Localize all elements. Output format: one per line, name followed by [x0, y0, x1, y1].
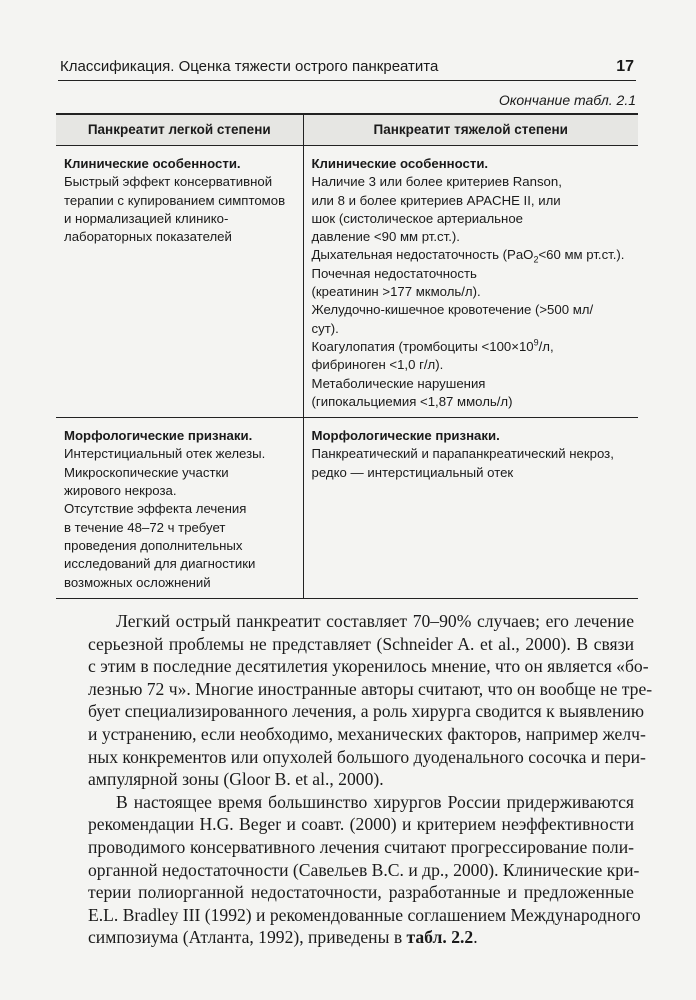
cell-line: давление <90 мм рт.ст.).	[311, 229, 460, 245]
col-header-mild: Панкреатит легкой степени	[56, 114, 303, 146]
running-header	[60, 58, 634, 76]
table-row-morphology	[56, 418, 638, 599]
text-line: В настоящее время большинство хирургов России придерживаются	[116, 791, 634, 812]
text-line: E.L. Bradley III (1992) и рекомендованные соглашением Международного	[88, 904, 641, 925]
text-line: рекомендации H.G. Beger и соавт. (2000) и критерием неэффективности	[88, 814, 634, 835]
cell-line: (гипокальциемия <1,87 ммоль/л)	[311, 393, 513, 409]
text-line: Легкий острый панкреатит составляет 70–90% случаев; его лечение	[116, 611, 634, 631]
text-line: ных конкрементов или опухолей большого дуоденального сосочка и пери-	[88, 746, 646, 767]
cell-line: Наличие 3 или более критериев Ranson,	[311, 174, 562, 190]
cell-line: жирового некроза.	[64, 483, 177, 499]
text-line: проводимого консервативного лечения считают прогрессирование поли-	[88, 836, 634, 857]
cell-line: Коагулопатия (тромбоциты $<100\times 10^9/л$,	[311, 337, 554, 354]
table-row-clinical	[56, 146, 638, 418]
text-line: лезнью 72 ч». Многие иностранные авторы считают, что он вообще не тре-	[88, 678, 653, 699]
cell-mild-clinical	[56, 146, 303, 418]
table-header-row	[56, 114, 638, 146]
cell-title: Морфологические признаки.	[311, 428, 500, 444]
table-caption: Окончание табл. 2.1	[498, 92, 636, 108]
cell-line: Почечная недостаточность	[311, 265, 477, 281]
cell-line: Дыхательная недостаточность (PaO$_2$<60 мм рт.ст.).	[311, 247, 625, 266]
pancreatitis-table	[56, 113, 638, 599]
text-line: с этим в последние десятилетия укоренилось мнение, что он является «бо-	[88, 656, 649, 677]
cell-title: Клинические особенности.	[64, 156, 241, 171]
text-line: и устранению, если необходимо, механических факторов, например желч-	[88, 723, 646, 744]
header-rule	[58, 80, 636, 81]
col-header-severe: Панкреатит тяжелой степени	[303, 114, 638, 146]
text-line: симпозиума (Атланта, 1992), приведены в табл. 2.2.	[88, 927, 478, 948]
cell-line: Отсутствие эффекта лечения	[64, 501, 247, 517]
cell-line: в течение 48–72 ч требует	[64, 519, 226, 535]
cell-line: Метаболические нарушения	[311, 375, 486, 391]
paragraph-2	[60, 791, 641, 949]
cell-title: Клинические особенности.	[311, 156, 489, 171]
cell-line: проведения дополнительных	[64, 537, 243, 553]
running-title: Классификация. Оценка тяжести острого панкреатита	[60, 58, 439, 75]
cell-line: или 8 и более критериев APACHE II, или	[311, 192, 561, 208]
page-number: 17	[616, 58, 634, 75]
cell-line: шок (систолическое артериальное	[311, 210, 523, 226]
text-line: терии полиорганной недостаточности, разработанные и предложенные	[88, 882, 634, 903]
text-line: бует специализированного лечения, а роль хирурга сводится к выявлению	[88, 701, 644, 722]
cell-line: Интерстициальный отек железы.	[64, 446, 266, 462]
cell-line: сут).	[311, 320, 339, 336]
text-line: ампулярной зоны (Gloor B. et al., 2000).	[88, 769, 384, 790]
cell-line: терапии с купированием симптомов	[64, 192, 286, 208]
cell-line: Быстрый эффект консервативной	[64, 174, 273, 190]
cell-line: лабораторных показателей	[64, 229, 232, 245]
cell-line: и нормализацией клинико-	[64, 210, 229, 226]
body-text	[60, 610, 653, 949]
cell-line: исследований для диагностики	[64, 556, 256, 572]
text-line: органной недостаточности (Савельев В.С. и др., 2000). Клинические кри-	[88, 859, 640, 880]
cell-line: Желудочно-кишечное кровотечение (>500 мл/	[311, 302, 594, 318]
table-reference: табл. 2.2	[406, 927, 474, 948]
cell-title: Морфологические признаки.	[64, 428, 253, 444]
cell-line: редко — интерстициальный отек	[311, 464, 514, 480]
cell-severe-clinical	[303, 146, 638, 418]
cell-mild-morphology	[56, 418, 303, 599]
cell-line: фибриноген <1,0 г/л).	[311, 357, 444, 373]
cell-line: Микроскопические участки	[64, 464, 229, 480]
paragraph-1	[60, 610, 653, 791]
text-line: серьезной проблемы не представляет (Schneider A. et al., 2000). В связи	[88, 633, 634, 654]
cell-line: возможных осложнений	[64, 574, 211, 590]
cell-severe-morphology	[303, 418, 638, 599]
cell-line: (креатинин >177 мкмоль/л).	[311, 284, 481, 300]
cell-line: Панкреатический и парапанкреатический некроз,	[311, 446, 614, 462]
